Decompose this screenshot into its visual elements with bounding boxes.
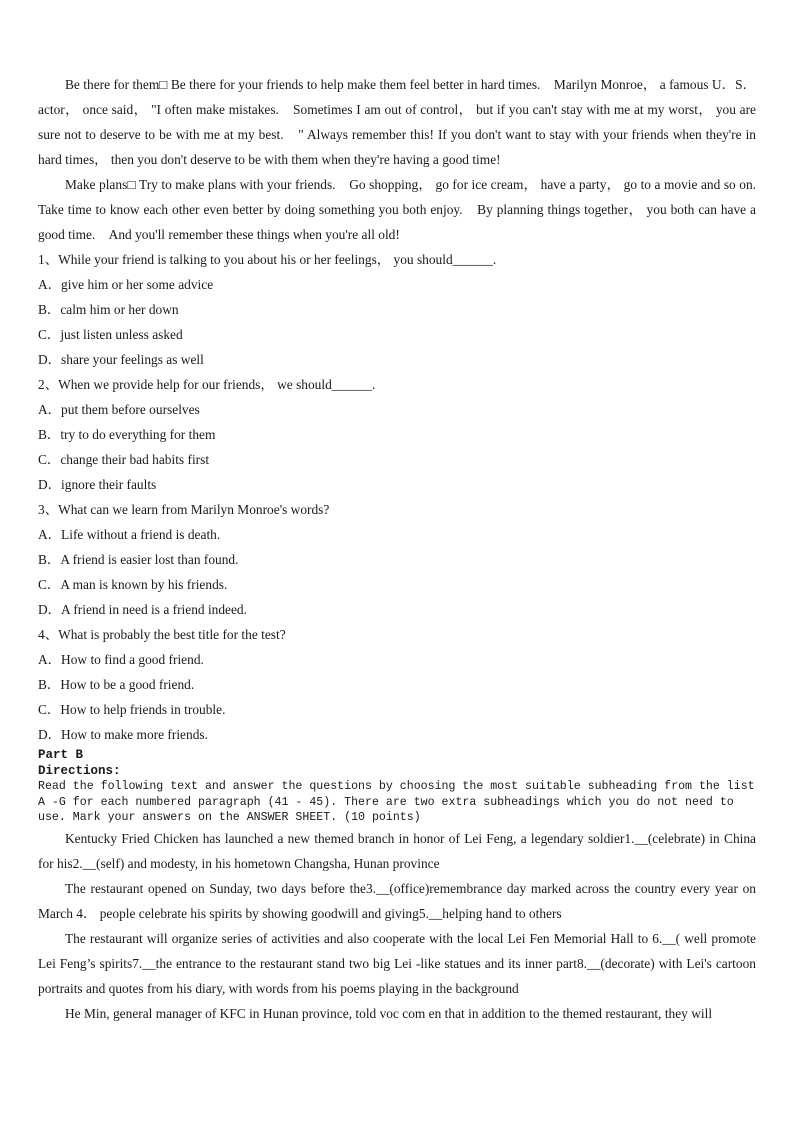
option-c: C．just listen unless asked: [38, 327, 183, 342]
option-d: D．ignore their faults: [38, 477, 157, 492]
cloze-paragraph-4: He Min, general manager of KFC in Hunan province, told voc com en that in addition to the themed restaurant, they will: [65, 1005, 713, 1021]
option-d: D．How to make more friends.: [38, 727, 208, 742]
option-b: B．calm him or her down: [38, 302, 179, 317]
passage-paragraph-1: Be there for them□ Be there for your friends to help make them feel better in hard times. Marilyn Monroe， a famous U．S． actor， once said， "I often make mistakes. Sometimes I am out of control， but if you can't stay with me at my worst， you are sure not to deserve to be with me at my best. " Always remember this! If you don't want to stay with your friends when they're in hard times， then you don't deserve to be with them when they're having a good time!: [38, 77, 756, 167]
question-stem: 2、When we provide help for our friends， we should______.: [38, 377, 376, 392]
question-stem: 4、What is probably the best title for the test?: [38, 627, 286, 642]
question-1: [38, 247, 756, 372]
question-3: [38, 497, 756, 622]
option-d: D．A friend in need is a friend indeed.: [38, 602, 247, 617]
option-c: C．A man is known by his friends.: [38, 577, 228, 592]
directions-text: Read the following text and answer the questions by choosing the most suitable subheading from the list A -G for each numbered paragraph (41 - 45). There are two extra subheadings which you do not need to use. Mark your answers on the ANSWER SHEET. (10 points): [38, 780, 755, 824]
option-d: D．share your feelings as well: [38, 352, 204, 367]
option-a: A．How to find a good friend.: [38, 652, 204, 667]
option-b: B．A friend is easier lost than found.: [38, 552, 239, 567]
passage-paragraph-2: Make plans□ Try to make plans with your friends. Go shopping， go for ice cream， have a party， go to a movie and so on. Take time to know each other even better by doing something you both enjoy. By planning things together， you both can have a good time. And you'll remember these things when you're all old!: [38, 177, 770, 242]
option-a: A．give him or her some advice: [38, 277, 214, 292]
option-c: C．How to help friends in trouble.: [38, 702, 226, 717]
option-c: C．change their bad habits first: [38, 452, 210, 467]
option-b: B．How to be a good friend.: [38, 677, 195, 692]
option-b: B．try to do everything for them: [38, 427, 216, 442]
part-b-section: [38, 747, 756, 1026]
question-stem: 1、While your friend is talking to you about his or her feelings， you should______.: [38, 252, 497, 267]
option-a: A．put them before ourselves: [38, 402, 200, 417]
part-b-heading: Part B: [38, 748, 84, 762]
question-stem: 3、What can we learn from Marilyn Monroe's words?: [38, 502, 330, 517]
cloze-paragraph-1: Kentucky Fried Chicken has launched a new themed branch in honor of Lei Feng, a legendary soldier1.__(celebrate) in China for his2.__(self) and modesty, in his hometown Changsha, Hunan province: [38, 830, 756, 871]
cloze-paragraph-2: The restaurant opened on Sunday, two days before the3.__(office)remembrance day marked across the country every year on March 4． people celebrate his spirits by showing goodwill and giving5.__helping hand to others: [38, 880, 756, 921]
question-4: [38, 622, 756, 747]
document-page: [38, 72, 770, 1026]
option-a: A．Life without a friend is death.: [38, 527, 221, 542]
directions-label: Directions:: [38, 764, 121, 778]
cloze-paragraph-3: The restaurant will organize series of activities and also cooperate with the local Lei Fen Memorial Hall to 6.__( well promote Lei Feng’s spirits7.__the entrance to the restaurant stand two big Lei -like statues and its inner part8.__(decorate) with Lei's cartoon portraits and quotes from his diary, with words from his poems playing in the background: [38, 930, 756, 996]
question-2: [38, 372, 756, 497]
